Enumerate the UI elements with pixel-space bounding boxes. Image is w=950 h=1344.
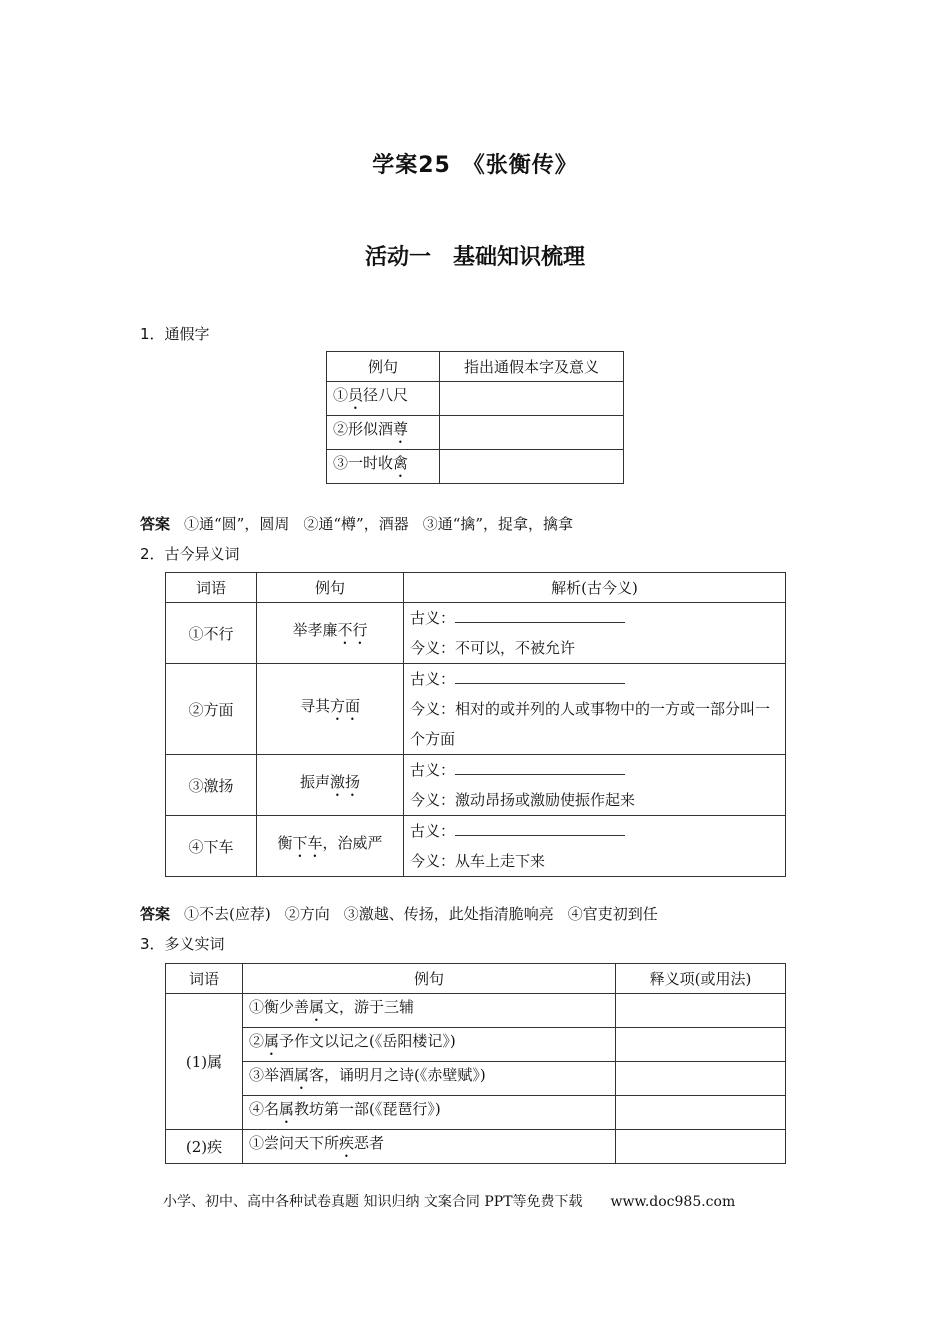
meaning-cell[interactable] <box>616 1062 786 1096</box>
jin-line: 今义：激动昂扬或激励使振作起来 <box>410 791 636 809</box>
analysis-cell <box>404 603 786 664</box>
jin-line: 今义：相对的或并列的人或事物中的一方或一部分叫一个方面 <box>410 700 771 748</box>
word-cell: ④下车 <box>166 816 257 877</box>
emphasis-char: 禽 <box>393 454 409 472</box>
analysis-cell <box>404 816 786 877</box>
table-row <box>166 1028 786 1062</box>
example-cell <box>243 1028 616 1062</box>
table-row <box>166 755 786 816</box>
example-text: 客，诵明月之诗(《赤壁赋》) <box>309 1066 486 1084</box>
example-cell <box>257 755 404 816</box>
table-header: 例句 <box>257 573 404 603</box>
gujin-table <box>165 572 786 877</box>
word-cell: ②方面 <box>166 664 257 755</box>
answer-cell[interactable] <box>440 416 624 450</box>
section-1-heading: 1．通假字 <box>140 325 210 343</box>
example-cell <box>243 1130 616 1164</box>
emphasis-word: 激扬 <box>330 772 361 791</box>
table-header: 例句 <box>243 964 616 994</box>
table-row <box>327 450 624 484</box>
fill-blank[interactable] <box>455 608 625 623</box>
gu-line <box>410 755 779 785</box>
example-text: ①尝问天下所 <box>249 1134 340 1152</box>
table-row <box>166 1062 786 1096</box>
table-header: 指出通假本字及意义 <box>440 352 624 382</box>
example-cell <box>327 382 440 416</box>
example-text: 振声 <box>299 772 330 791</box>
example-cell <box>257 664 404 755</box>
table-header: 释义项(或用法) <box>616 964 786 994</box>
example-text: ①衡少善 <box>249 998 310 1016</box>
fill-blank[interactable] <box>455 821 625 836</box>
gu-label: 古义： <box>410 609 456 627</box>
answer-item: ②方向 <box>284 905 330 923</box>
answer-label: 答案 <box>140 515 171 533</box>
table-row <box>166 816 786 877</box>
emphasis-word: 方面 <box>330 696 361 715</box>
gu-line <box>410 603 779 633</box>
jin-line: 今义：从车上走下来 <box>410 852 546 870</box>
gu-label: 古义： <box>410 822 456 840</box>
answer-item: ④官吏初到任 <box>567 905 658 923</box>
activity-title: 活动一 基础知识梳理 <box>364 245 585 270</box>
gu-label: 古义： <box>410 761 456 779</box>
gu-label: 古义： <box>410 670 456 688</box>
analysis-cell <box>404 664 786 755</box>
table-row <box>166 1096 786 1130</box>
answer-item: ③通“擒”，捉拿，擒拿 <box>422 515 574 533</box>
example-text: 予作文以记之(《岳阳楼记》) <box>279 1032 456 1050</box>
gu-line <box>410 664 779 694</box>
example-text: ②形似酒 <box>333 420 394 438</box>
example-cell <box>243 1096 616 1130</box>
emphasis-char: 属 <box>264 1032 280 1050</box>
fill-blank[interactable] <box>455 760 625 775</box>
example-cell <box>243 994 616 1028</box>
example-cell <box>243 1062 616 1096</box>
table-header: 词语 <box>166 964 243 994</box>
table-row <box>327 416 624 450</box>
example-text: ，治威严 <box>322 833 383 852</box>
table-row <box>166 603 786 664</box>
section-2-heading: 2．古今异义词 <box>140 545 240 563</box>
analysis-cell <box>404 755 786 816</box>
section-3-heading: 3．多义实词 <box>140 935 225 953</box>
emphasis-char: 属 <box>294 1066 310 1084</box>
table-row <box>166 994 786 1028</box>
answer-label: 答案 <box>140 905 171 923</box>
emphasis-word: 不行 <box>337 620 368 639</box>
word-cell: (1)属 <box>166 994 243 1130</box>
example-text: 恶者 <box>354 1134 385 1152</box>
example-text: ①员径八尺 <box>333 386 409 404</box>
answer-item: ③激越、传扬，此处指清脆响亮 <box>343 905 554 923</box>
table-row <box>327 382 624 416</box>
emphasis-char: 尊 <box>393 420 409 438</box>
example-text: 举孝廉 <box>292 620 338 639</box>
example-text: 文，游于三辅 <box>324 998 415 1016</box>
page-title: 学案25 《张衡传》 <box>372 153 578 178</box>
meaning-cell[interactable] <box>616 994 786 1028</box>
tongjiazi-table <box>326 351 624 484</box>
example-text: 衡 <box>277 833 293 852</box>
example-cell <box>257 816 404 877</box>
table-row <box>166 664 786 755</box>
emphasis-char: 疾 <box>339 1134 355 1152</box>
table-header: 词语 <box>166 573 257 603</box>
answer-cell[interactable] <box>440 382 624 416</box>
word-cell: ③激扬 <box>166 755 257 816</box>
fill-blank[interactable] <box>455 669 625 684</box>
emphasis-word: 下车 <box>292 833 323 852</box>
answer-item: ①通“圆”，圆周 <box>184 515 290 533</box>
emphasis-char: 属 <box>309 998 325 1016</box>
example-text: ② <box>249 1032 265 1050</box>
answer-line-1 <box>140 513 587 534</box>
example-text: 教坊第一部(《琵琶行》) <box>294 1100 441 1118</box>
footer-text: 小学、初中、高中各种试卷真题 知识归纳 文案合同 PPT等免费下载 <box>163 1194 583 1210</box>
table-header: 例句 <box>327 352 440 382</box>
answer-item: ①不去(应荐) <box>184 905 271 923</box>
emphasis-char: 员 <box>348 386 364 404</box>
answer-item: ②通“樽”，酒器 <box>303 515 409 533</box>
meaning-cell[interactable] <box>616 1028 786 1062</box>
word-cell: ①不行 <box>166 603 257 664</box>
example-cell <box>257 603 404 664</box>
table-header: 解析(古今义) <box>404 573 786 603</box>
answer-cell[interactable] <box>440 450 624 484</box>
meaning-cell[interactable] <box>616 1096 786 1130</box>
footer <box>163 1191 735 1211</box>
jin-line: 今义：不可以，不被允许 <box>410 639 576 657</box>
answer-line-2 <box>140 903 672 924</box>
example-text: ④名 <box>249 1100 280 1118</box>
example-text: 寻其 <box>299 696 330 715</box>
duoyi-table <box>165 963 786 1164</box>
example-text: ③一时收 <box>333 454 394 472</box>
footer-site-link[interactable]: www.doc985.com <box>610 1194 736 1210</box>
example-cell <box>327 450 440 484</box>
example-cell <box>327 416 440 450</box>
example-text: ③举酒 <box>249 1066 295 1084</box>
gu-line <box>410 816 779 846</box>
meaning-cell[interactable] <box>616 1130 786 1164</box>
emphasis-char: 属 <box>279 1100 295 1118</box>
table-row <box>166 1130 786 1164</box>
word-cell: (2)疾 <box>166 1130 243 1164</box>
